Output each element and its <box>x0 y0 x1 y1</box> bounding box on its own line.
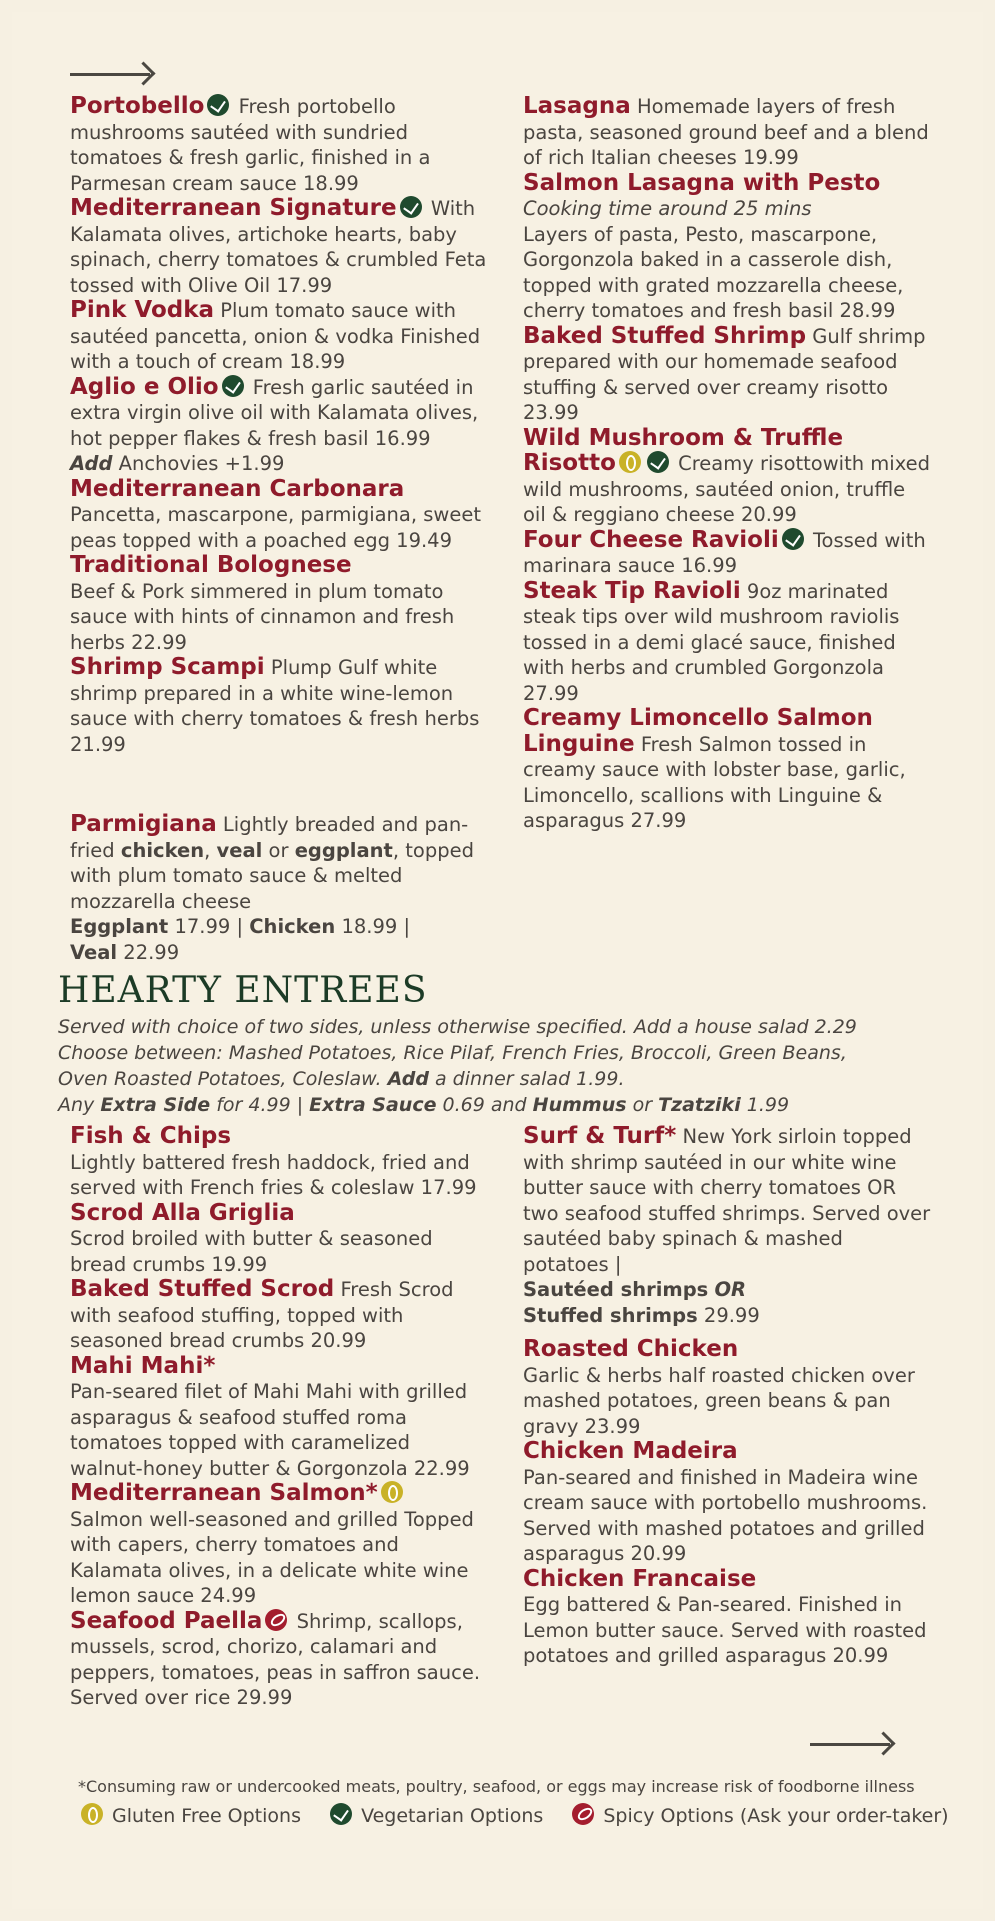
item-description: Homemade layers of fresh pasta, seasoned ground beef and a blend of rich Italian cheeses 19.99 <box>523 95 929 169</box>
menu-item-shrimp-scampi <box>70 655 490 757</box>
item-name: Salmon Lasagna with Pesto <box>523 169 881 196</box>
menu-item-mediterranean-salmon <box>70 1481 485 1609</box>
menu-item-surf-turf: Surf & Turf* New York sirloin topped with shrimp sautéed in our white wine butter sauce with cherry tomatoes OR two seafood stuffed shrimps. Served over sautéed baby spinach & mashed potatoes | Sautéed shrimps OR Stuffed shrimps 29.99 <box>523 1123 931 1327</box>
item-description: Egg battered & Pan-seared. Finished in Lemon butter sauce. Served with roasted potatoes and grilled asparagus 20.99 <box>523 1593 927 1667</box>
item-name: Roasted Chicken <box>523 1336 739 1362</box>
menu-item-seafood-paella <box>70 1609 485 1711</box>
arrow-right-icon <box>810 1743 890 1746</box>
item-description: 9oz marinated steak tips over wild mushroom raviolis tossed in a demi glacé sauce, finished with herbs and crumbled Gorgonzola 27.99 <box>523 579 900 705</box>
menu-item-baked-stuffed-shrimp <box>523 324 933 426</box>
menu-item-chicken-francaise <box>523 1567 933 1669</box>
menu-item-fish-chips <box>70 1124 485 1201</box>
vegetarian-icon <box>207 94 229 116</box>
item-description: Tossed with marinara sauce 16.99 <box>523 528 926 577</box>
item-description: Creamy risottowith mixed wild mushrooms, sautéed onion, truffle oil & reggiano cheese 20.99 <box>523 452 931 526</box>
item-name: Pink Vodka <box>70 297 215 323</box>
item-description: Pancetta, mascarpone, parmigiana, sweet peas topped with a poached egg 19.49 <box>70 503 482 552</box>
menu-item-roasted-chicken <box>523 1337 933 1439</box>
spicy-icon <box>572 1803 594 1825</box>
item-name: Baked Stuffed Scrod <box>70 1276 335 1302</box>
item-description: Fresh Salmon tossed in creamy sauce with lobster base, garlic, Limoncello, scallions with Linguine & asparagus 27.99 <box>523 732 906 832</box>
item-description: Shrimp, scallops, mussels, scrod, chorizo, calamari and peppers, tomatoes, peas in saffron sauce. Served over rice 29.99 <box>70 1609 481 1709</box>
entree-left-column <box>70 1124 485 1711</box>
item-description: Gulf shrimp prepared with our homemade seafood stuffing & served over creamy risotto 23.99 <box>523 324 926 424</box>
item-name: Fish & Chips <box>70 1123 232 1149</box>
vegetarian-icon <box>222 375 244 397</box>
item-description: Fresh portobello mushrooms sautéed with sundried tomatoes & fresh garlic, finished in a Parmesan cream sauce 18.99 <box>70 95 431 195</box>
item-description: Layers of pasta, Pesto, mascarpone, Gorgonzola baked in a casserole dish, topped with grated mozzarella cheese, cherry tomatoes and fresh basil 28.99 <box>523 222 904 322</box>
item-name: Surf & Turf* <box>523 1123 677 1149</box>
item-name: Chicken Francaise <box>523 1565 757 1592</box>
item-description: Plump Gulf white shrimp prepared in a white wine-lemon sauce with cherry tomatoes & fresh herbs 21.99 <box>70 656 480 756</box>
footnote: *Consuming raw or undercooked meats, poultry, seafood, or eggs may increase risk of foodborne illness <box>78 1777 915 1796</box>
item-name: Portobello <box>70 93 205 119</box>
item-description: Plum tomato sauce with sautéed pancetta, onion & vodka Finished with a touch of cream 18.99 <box>70 299 481 373</box>
item-name: Wild Mushroom & Truffle Risotto <box>523 424 844 476</box>
pasta-left-column <box>70 94 490 757</box>
item-name: Mediterranean Signature <box>70 195 397 221</box>
item-name: Lasagna <box>523 93 631 119</box>
item-description: Beef & Pork simmered in plum tomato sauce with hints of cinnamon and fresh herbs 22.99 <box>70 579 455 654</box>
menu-item-baked-stuffed-scrod <box>70 1277 485 1354</box>
menu-item-traditional-bolognese <box>70 553 490 655</box>
item-description: With Kalamata olives, artichoke hearts, baby spinach, cherry tomatoes & crumbled Feta tossed with Olive Oil 17.99 <box>70 197 487 297</box>
menu-item-mediterranean-carbonara <box>70 477 490 554</box>
item-note: Cooking time around 25 mins <box>523 197 812 220</box>
legend: Gluten Free Options Vegetarian Options Spicy Options (Ask your order-taker) <box>78 1803 969 1827</box>
menu-item-mediterranean-signature <box>70 196 490 298</box>
item-description: Pan-seared filet of Mahi Mahi with grilled asparagus & seafood stuffed roma tomatoes topped with caramelized walnut-honey butter & Gorgonzola 22.99 <box>70 1380 470 1480</box>
menu-item-parmigiana: Parmigiana Lightly breaded and pan-fried chicken, veal or eggplant, topped with plum tomato sauce & melted mozzarella cheese Eggplant 17.99 | Chicken 18.99 | Veal 22.99 <box>70 811 474 964</box>
menu-item-chicken-madeira <box>523 1439 933 1567</box>
gluten-free-icon <box>619 451 641 473</box>
menu-item-lasagna <box>523 94 933 171</box>
menu-item-salmon-lasagna-with-pesto <box>523 171 933 324</box>
entree-intro: Served with choice of two sides, unless otherwise specified. Add a house salad 2.29 Choose between: Mashed Potatoes, Rice Pilaf, French Fries, Broccoli, Green Beans, Oven Roasted Potatoes, Coleslaw. Add a dinner salad 1.99. Any Extra Side for 4.99 | Extra Sauce 0.69 and Hummus or Tzatziki 1.99 <box>58 1016 857 1116</box>
item-name: Mediterranean Salmon* <box>70 1480 378 1506</box>
item-description: Garlic & herbs half roasted chicken over mashed potatoes, green beans & pan gravy 23.99 <box>523 1363 915 1438</box>
item-name: Chicken Madeira <box>523 1438 738 1464</box>
menu-item-scrod-alla-griglia <box>70 1201 485 1278</box>
menu-item-four-cheese-ravioli <box>523 528 933 579</box>
gluten-free-icon <box>81 1803 103 1825</box>
item-description: Fresh garlic sautéed in extra virgin olive oil with Kalamata olives, hot pepper flakes & fresh basil 16.99 <box>70 375 479 450</box>
item-description: Lightly battered fresh haddock, fried and served with French fries & coleslaw 17.99 <box>70 1150 477 1199</box>
item-name: Creamy Limoncello Salmon Linguine <box>523 705 873 757</box>
item-name: Shrimp Scampi <box>70 654 265 680</box>
menu-item-mahi-mahi <box>70 1354 485 1482</box>
item-name: Mahi Mahi* <box>70 1352 216 1379</box>
spicy-icon <box>265 1609 287 1631</box>
item-name: Baked Stuffed Shrimp <box>523 322 807 349</box>
item-name: Parmigiana <box>70 811 217 837</box>
item-name: Traditional Bolognese <box>70 552 352 578</box>
vegetarian-icon <box>647 451 669 473</box>
pasta-right-column <box>523 94 933 834</box>
item-description: Salmon well-seasoned and grilled Topped with capers, cherry tomatoes and Kalamata olives, in a delicate white wine lemon sauce 24.99 <box>70 1507 474 1607</box>
item-name: Steak Tip Ravioli <box>523 577 741 604</box>
item-description: Scrod broiled with butter & seasoned bread crumbs 19.99 <box>70 1227 433 1276</box>
item-name: Aglio e Olio <box>70 373 219 400</box>
menu-item-portobello <box>70 94 490 196</box>
section-title: HEARTY ENTREES <box>58 970 428 1011</box>
menu-item-creamy-limoncello-salmon-linguine <box>523 706 933 834</box>
arrow-right-icon <box>70 73 150 76</box>
menu-item-steak-tip-ravioli <box>523 579 933 707</box>
vegetarian-icon <box>400 196 422 218</box>
item-description: Pan-seared and finished in Madeira wine cream sauce with portobello mushrooms. Served with mashed potatoes and grilled asparagus 20.99 <box>523 1465 928 1565</box>
gluten-free-icon <box>381 1481 403 1503</box>
item-description: Fresh Scrod with seafood stuffing, topped with seasoned bread crumbs 20.99 <box>70 1278 454 1352</box>
vegetarian-icon <box>330 1803 352 1825</box>
item-name: Four Cheese Ravioli <box>523 526 779 553</box>
item-name: Mediterranean Carbonara <box>70 475 405 502</box>
entree-right-column <box>523 1337 933 1669</box>
item-name: Scrod Alla Griglia <box>70 1199 295 1226</box>
menu-item-pink-vodka <box>70 298 490 375</box>
item-name: Seafood Paella <box>70 1607 263 1634</box>
menu-item-aglio-e-olio: Aglio e Olio Fresh garlic sautéed in extra virgin olive oil with Kalamata olives, hot pepper flakes & fresh basil 16.99 Add Anchovies +1.99 <box>70 373 479 475</box>
vegetarian-icon <box>782 528 804 550</box>
menu-item-wild-mushroom-truffle-risotto <box>523 426 933 528</box>
